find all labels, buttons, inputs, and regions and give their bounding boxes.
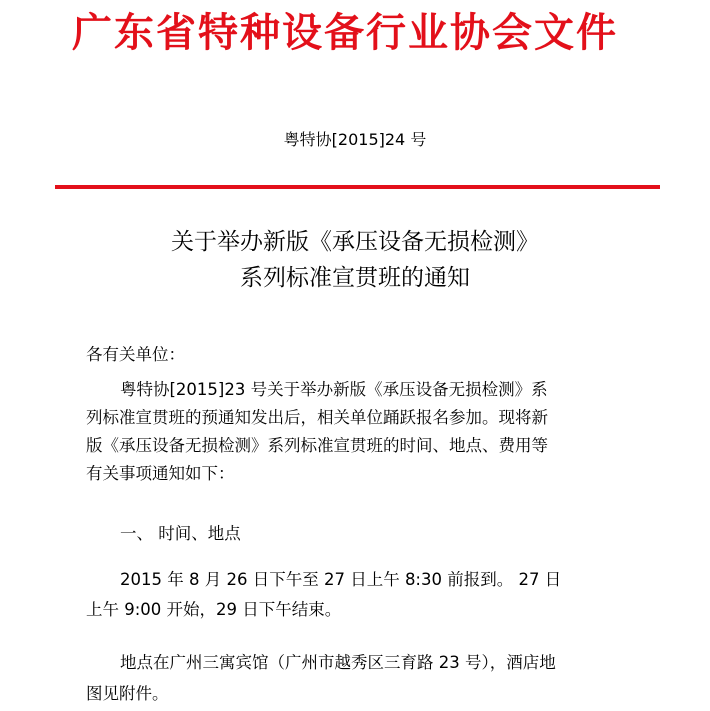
time-line: 上午 9:00 开始，29 日下午结束。: [86, 600, 342, 619]
intro-line: 有关事项通知如下：: [86, 464, 235, 483]
org-header: 广东省特种设备行业协会文件: [72, 10, 618, 56]
notice-title-line-1: 关于举办新版《承压设备无损检测》: [171, 229, 539, 255]
document-number: 粤特协[2015]24 号: [283, 130, 427, 149]
red-divider: [55, 185, 660, 189]
intro-line: 版《承压设备无损检测》系列标准宣贯班的时间、地点、费用等: [86, 436, 548, 455]
notice-title-line-2: 系列标准宣贯班的通知: [240, 265, 470, 291]
intro-paragraph: [86, 376, 646, 488]
location-line: 图见附件。: [86, 684, 169, 703]
salutation: 各有关单位：: [86, 345, 185, 364]
time-paragraph: [86, 565, 646, 625]
section-heading-time-location: 一、 时间、地点: [120, 524, 241, 543]
location-paragraph: [86, 647, 646, 709]
intro-line: 列标准宣贯班的预通知发出后，相关单位踊跃报名参加。现将新: [86, 408, 548, 427]
intro-line: 粤特协[2015]23 号关于举办新版《承压设备无损检测》系: [120, 380, 548, 399]
time-line: 2015 年 8 月 26 日下午至 27 日上午 8:30 前报到。 27 日: [120, 570, 562, 589]
location-line: 地点在广州三寓宾馆（广州市越秀区三育路 23 号），酒店地: [120, 653, 556, 672]
